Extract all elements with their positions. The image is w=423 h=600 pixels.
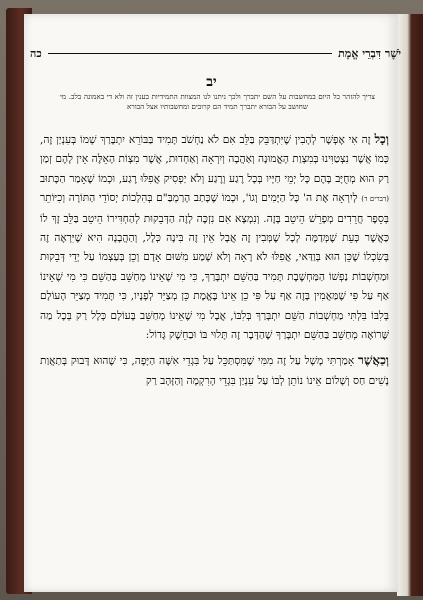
citation: (דברים ד) — [361, 195, 389, 204]
page-number: כה — [30, 46, 42, 60]
page-header — [30, 44, 401, 62]
paragraph-lead-word: וְכַאֲשֶׁר — [357, 353, 389, 368]
paragraph-text: לְיִרְאָה אֶת ה' כָּל הַיָּמִים וְגוֹ', וּכְמוֹ שֶׁכָּתַב הָרַמְבַּ"ם בְּהִלְכוֹת יְסוֹדֵי הַתּוֹרָה וְכִיּוֹתֵר בְּסֵפֶר חֲרֵדִים מְפָרֵשׁ הֵיטֵב בָּזֶה. וְנִמְצָא אִם נִזְכֶּה לָזֶה הַדְּבֵקוּת לְהַחְדִּירוֹ הֵיטֵב בַּלֵּב זֶךְ לוֹ כַּאֲשֶׁר כְּעֵת שֶׁמְּדַמֶּה לְכָל שֶׁמְּבִין זֶה אֲבָל אֵין זֶה בִּינָה כְּלָל, וְהַהֲבָנָה הִיא שֶׁיִּרְאֶה זֶה בְּשִׂכְלוֹ שֶׁכֵּן הוּא בְּוַדַּאי, אֲפִלּוּ לֹא רָאָה וְלֹא שָׁמַע מִשּׁוּם אָדָם וְכֵן בְּעַצְמוֹ עַל יְדֵי דְּבֵקוּת וּמַחְשְׁבוֹת נַפְשׁוֹ הַמַּחְשֶׁבֶת תָּמִיד בַּהַשֵּׁם יִתְבָּרַךְ, כִּי מִי שֶׁאֵינוֹ מְחַשֵּׁב בַּהַשֵּׁם כִּי מִי שֶׁאֵינוֹ אַף עַל פִּי שֶׁמַּאֲמִין בָּזֶה אַף עַל פִּי כֵן אֵינוֹ בֶּאֱמֶת כֵּן מְצַיֵּר לְפָנָיו, כִּי תָּמִיד מְצַיֵּר הָעוֹלָם בְּלִבּוֹ בִּלְתִּי מַחְשְׁבוֹת הַשֵּׁם יִתְבָּרַךְ בְּלִבּוֹ, אֲבָל מִי שֶׁאֵינוֹ מְחַשֵּׁב בָּעוֹלָם כְּלָל רַק בְּכָל מַה שֶּׁרוֹאֶה מְחַשֵּׁב בַּהַשֵּׁם יִתְבָּרַךְ שֶׁהַדָּבָר זֶה תָּלוּי בּוֹ וּבַחֵשֶׁק גָּדוֹל: — [40, 192, 389, 342]
body-text — [40, 130, 389, 391]
paragraph-text: זֶה אִי אֶפְשָׁר לְהָבִין שֶׁיִּתְדַּבֵּק בַּלֵּב אִם לֹא נַחְשֹׁב תָּמִיד בַּבּוֹרֵא יִתְבָּרַךְ שְׁמוֹ בְּעִנְיַן זֶה, כְּמוֹ אֲשֶׁר נִצְטַוִּינוּ בְּמִצְוַת הָאֱמוּנָה וְאַהֲבָה וְיִרְאָה וְאַחְדוּת, אֲשֶׁר מִצְוֹת הָאֵלֶּה אֵין לָהֶם זְמַן רַק הוּא מְחֻיָּב בָּהֶם כָּל יְמֵי חַיָּיו בְּכָל רֶגַע וְרֶגַע וְלֹא יַפְסִיק אֲפִלּוּ רֶגַע, וּכְמוֹ שֶׁאָמַר הַכָּתוּב — [40, 134, 389, 185]
paragraph-lead-word: וְכָל — [374, 132, 389, 146]
paragraph — [40, 130, 389, 345]
paragraph-text: אָמַרְתִּי מָשָׁל עַל זֶה מִמִּי שֶׁמִּסְתַּכֵּל עַל בִּגְדֵי אִשָּׁה הַיָּפָה, כִּי שֶׁהוּא דָּבוּק בְּתַאֲוַת נָשִׁים חַס וְשָׁלוֹם אֵינוֹ נוֹתֵן לְבּוֹ עַל עִנְיַן בִּגְדֵי הָרִקְמָה וְהַזָּהָב רַק — [40, 355, 389, 387]
section-summary: צריך להזהר כל היום במחשבות על השם יתברך ולכך ניתנו לנו המצוות התמידיות בענין זה ולא די באמונה בלב. מי שחושב על הבורא יתברך תמיד הם קרובים ומחשבותיו אצל הבורא — [60, 92, 375, 112]
header-rule — [48, 53, 332, 54]
section-number: יב — [206, 74, 217, 90]
paragraph — [40, 351, 389, 391]
running-title: יֹשֶׁר דִּבְרֵי אֱמֶת — [338, 46, 401, 60]
book-cover-right — [397, 14, 423, 596]
